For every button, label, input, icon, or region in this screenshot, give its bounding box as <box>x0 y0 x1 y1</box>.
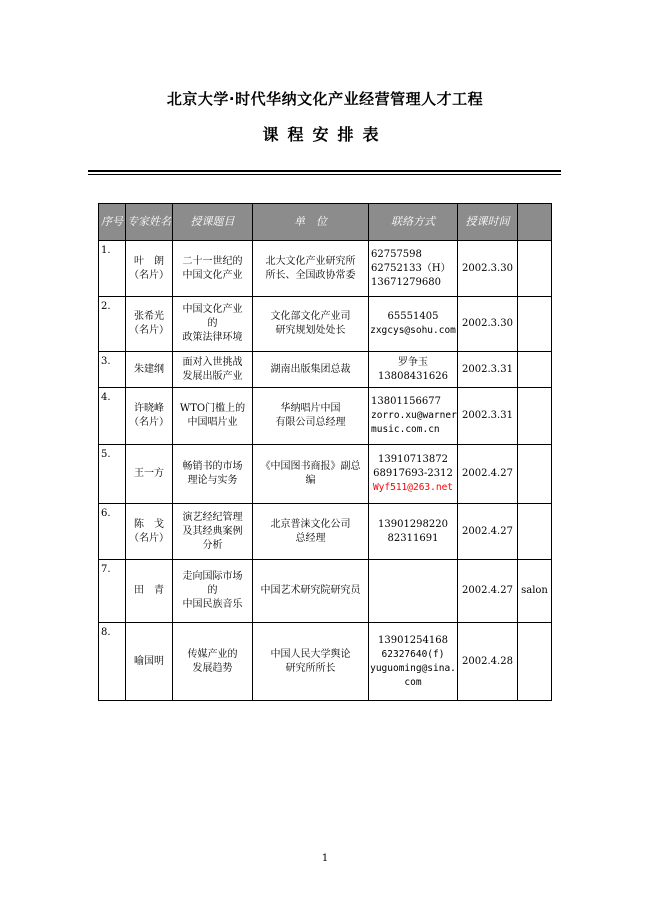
table-row <box>99 297 552 352</box>
cell-line: 张希光 <box>134 311 164 322</box>
course-topic <box>173 388 253 445</box>
expert-name <box>126 445 173 504</box>
expert-unit <box>253 560 369 623</box>
expert-name <box>126 388 173 445</box>
cell-line: 北京普涞文化公司 <box>270 518 351 530</box>
header-extra <box>518 204 552 241</box>
contact-info <box>369 297 458 352</box>
contact-info <box>369 623 458 701</box>
cell-line: 王一方 <box>134 468 164 479</box>
cell-line: 4. <box>101 392 111 403</box>
cell-line: 13801156677 <box>371 396 441 407</box>
cell-line: 叶 朗 <box>134 255 164 267</box>
cell-line: 2002.4.27 <box>462 585 513 596</box>
cell-line: 所长、全国政协常委 <box>265 269 356 281</box>
header-time: 授课时间 <box>458 204 518 241</box>
cell-line: 总经理 <box>295 532 326 544</box>
header-no: 序号 <box>99 204 126 241</box>
cell-line: 13901254168 <box>378 634 448 646</box>
cell-line: （名片） <box>129 269 169 281</box>
cell-line: 68917693-2312 <box>373 468 453 479</box>
cell-line: 65551405 <box>387 311 439 322</box>
row-number <box>99 388 126 445</box>
cell-line: 中国民族音乐 <box>182 599 243 610</box>
row-number <box>99 352 126 388</box>
course-date <box>458 445 518 504</box>
note-cell <box>518 241 552 297</box>
cell-line: （名片） <box>129 532 169 544</box>
cell-line: 研究所所长 <box>285 662 336 674</box>
course-date <box>458 560 518 623</box>
cell-line: 喻国明 <box>134 655 164 667</box>
cell-line: 中国唱片业 <box>187 417 238 428</box>
expert-unit <box>253 504 369 560</box>
cell-line: 2002.4.27 <box>462 468 513 479</box>
note-cell <box>518 297 552 352</box>
cell-line: 13910713872 <box>378 454 448 465</box>
cell-line: 分析 <box>202 539 223 551</box>
cell-line: 畅销书的市场 <box>182 461 243 472</box>
cell-line: music.com.cn <box>371 424 440 435</box>
expert-name <box>126 623 173 701</box>
expert-unit <box>253 297 369 352</box>
cell-line: 2. <box>101 301 111 312</box>
cell-line: salon <box>521 585 548 596</box>
expert-name <box>126 241 173 297</box>
cell-line: Wyf511@263.net <box>372 482 454 493</box>
cell-line: 5. <box>101 449 111 460</box>
document-subtitle: 课程安排表 <box>262 125 388 144</box>
cell-line: 13808431626 <box>378 370 448 382</box>
note-cell <box>518 560 552 623</box>
contact-info <box>369 504 458 560</box>
row-number <box>99 297 126 352</box>
cell-line: 许晓峰 <box>134 403 164 414</box>
cell-line: 面对入世挑战 <box>182 356 243 368</box>
contact-info <box>369 352 458 388</box>
expert-unit <box>253 352 369 388</box>
cell-line: 朱建纲 <box>134 363 164 375</box>
course-topic <box>173 623 253 701</box>
cell-line: com <box>404 676 422 688</box>
expert-unit <box>253 623 369 701</box>
row-number <box>99 445 126 504</box>
cell-line: yuguoming@sina. <box>370 662 456 674</box>
table-row <box>99 241 552 297</box>
row-number <box>99 560 126 623</box>
cell-line: （名片） <box>129 325 169 336</box>
cell-line: 中国文化产业 <box>182 269 243 281</box>
expert-name <box>126 297 173 352</box>
course-topic <box>173 560 253 623</box>
course-date <box>458 504 518 560</box>
course-date <box>458 352 518 388</box>
title-rule-thin <box>88 174 561 175</box>
note-cell <box>518 388 552 445</box>
title-rule-thick <box>88 170 561 172</box>
cell-line: 《中国图书商报》副总 <box>260 461 361 472</box>
cell-line: 的 <box>207 318 218 329</box>
cell-line: （名片） <box>129 417 169 428</box>
cell-line: 走向国际市场 <box>182 571 243 582</box>
cell-line: 2002.4.27 <box>462 525 513 537</box>
table-row <box>99 623 552 701</box>
note-cell <box>518 623 552 701</box>
expert-unit <box>253 241 369 297</box>
cell-line: zorro.xu@warner <box>371 410 457 421</box>
cell-line: 7. <box>101 564 111 575</box>
table-row <box>99 388 552 445</box>
cell-line: 有限公司总经理 <box>275 417 346 428</box>
cell-line: 1. <box>101 245 111 256</box>
cell-line: 2002.3.31 <box>462 410 513 421</box>
course-topic <box>173 504 253 560</box>
cell-line: 62752133（H） <box>371 262 451 274</box>
cell-line: 罗争玉 <box>398 356 428 368</box>
cell-line: 62327640(f) <box>381 648 445 660</box>
contact-info <box>369 445 458 504</box>
cell-line: 华纳唱片中国 <box>280 403 341 414</box>
cell-line: WTO门槛上的 <box>179 403 246 414</box>
contact-info <box>369 388 458 445</box>
expert-unit <box>253 388 369 445</box>
cell-line: 中国人民大学舆论 <box>270 648 351 660</box>
header-row <box>99 204 552 241</box>
note-cell <box>518 504 552 560</box>
cell-line: 二十一世纪的 <box>182 255 243 267</box>
row-number <box>99 623 126 701</box>
cell-line: 湖南出版集团总裁 <box>270 363 351 375</box>
course-topic <box>173 241 253 297</box>
cell-line: 政策法律环境 <box>182 332 243 343</box>
cell-line: zxgcys@sohu.com <box>370 325 456 336</box>
expert-name <box>126 504 173 560</box>
cell-line: 发展出版产业 <box>182 370 243 382</box>
course-date <box>458 241 518 297</box>
course-date <box>458 623 518 701</box>
header-unit: 单 位 <box>253 204 369 241</box>
cell-line: 2002.3.31 <box>462 363 513 375</box>
course-date <box>458 388 518 445</box>
cell-line: 文化部文化产业司 <box>270 311 351 322</box>
table-row <box>99 504 552 560</box>
row-number <box>99 241 126 297</box>
cell-line: 演艺经纪管理 <box>182 511 243 523</box>
header-topic: 授课题目 <box>173 204 253 241</box>
cell-line: 的 <box>207 585 218 596</box>
header-contact: 联络方式 <box>369 204 458 241</box>
cell-line: 2002.3.30 <box>462 262 513 274</box>
schedule-table <box>98 203 552 701</box>
contact-info <box>369 241 458 297</box>
course-topic <box>173 297 253 352</box>
row-number <box>99 504 126 560</box>
course-topic <box>173 352 253 388</box>
expert-unit <box>253 445 369 504</box>
course-date <box>458 297 518 352</box>
cell-line: 13901298220 <box>378 518 448 530</box>
cell-line: 13671279680 <box>371 276 441 288</box>
cell-line: 陈 戈 <box>134 518 164 530</box>
cell-line: 理论与实务 <box>187 475 238 486</box>
cell-line: 82311691 <box>387 532 439 544</box>
cell-line: 8. <box>101 627 111 638</box>
cell-line: 北大文化产业研究所 <box>265 255 356 267</box>
cell-line: 62757598 <box>371 248 422 260</box>
expert-name <box>126 560 173 623</box>
cell-line: 发展趋势 <box>192 662 233 674</box>
document-title: 北京大学·时代华纳文化产业经营管理人才工程 <box>166 90 484 108</box>
table-row <box>99 445 552 504</box>
cell-line: 3. <box>101 356 111 367</box>
course-topic <box>173 445 253 504</box>
table-row <box>99 352 552 388</box>
cell-line: 6. <box>101 508 111 519</box>
expert-name <box>126 352 173 388</box>
cell-line: 2002.4.28 <box>462 655 513 667</box>
cell-line: 中国艺术研究院研究员 <box>260 585 361 596</box>
cell-line: 传媒产业的 <box>187 648 238 660</box>
cell-line: 2002.3.30 <box>462 318 513 329</box>
page-number: 1 <box>321 853 329 864</box>
note-cell <box>518 445 552 504</box>
cell-line: 中国文化产业 <box>182 304 243 315</box>
cell-line: 编 <box>305 475 316 486</box>
cell-line: 田 青 <box>134 585 164 596</box>
contact-info <box>369 560 458 623</box>
table-row <box>99 560 552 623</box>
cell-line: 及其经典案例 <box>182 525 243 537</box>
cell-line: 研究规划处处长 <box>275 325 346 336</box>
header-name: 专家姓名 <box>126 204 173 241</box>
note-cell <box>518 352 552 388</box>
